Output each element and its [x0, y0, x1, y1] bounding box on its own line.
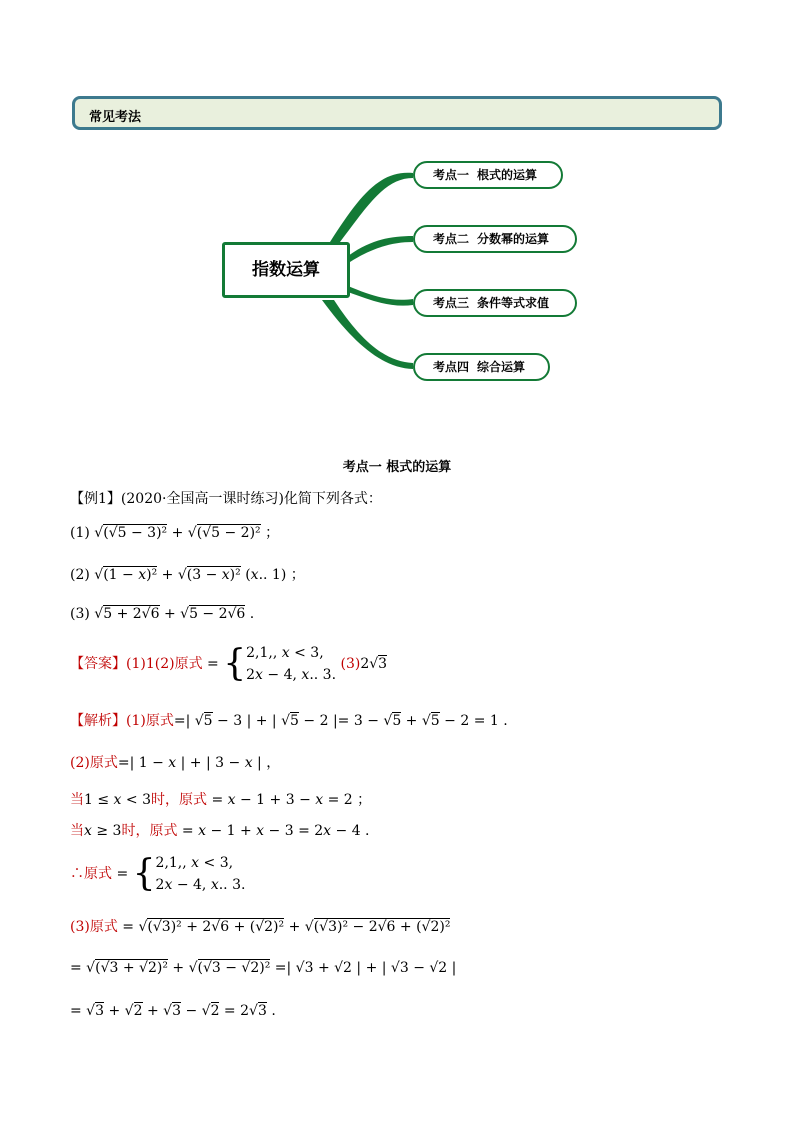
topic-number: 考点三 [433, 296, 470, 310]
part-number: (2) [70, 567, 90, 583]
topic-number: 考点四 [433, 360, 470, 374]
example-part-1 [70, 522, 279, 542]
analysis-line-3a: (3)原式 = √(√3)² + 2√6 + (√2)² + √(√3)² − 2√6 + (√2)² [70, 919, 451, 935]
analysis-line-2: (2)原式=| 1 − x | + | 3 − x | ， [70, 755, 281, 771]
part-number: (3) [70, 606, 90, 622]
example-part-3 [70, 606, 254, 622]
example-intro [70, 488, 382, 508]
analysis-line-3c: = √3 + √2 + √3 − √2 = 2√3 . [70, 1003, 276, 1019]
therefore-label: ∴原式 [70, 866, 112, 882]
mindmap-topic-4 [413, 353, 550, 381]
piecewise: {2,1,, x < 3, 2x − 4, x.. 3. [132, 853, 246, 894]
answer-line: 【答案】(1)1(2)原式 = {2,1,, x < 3, 2x − 4, x.. 3. (3)2√3 [70, 643, 388, 684]
connector-3 [348, 286, 413, 306]
connector-1 [330, 173, 413, 242]
topic-name: 根式的运算 [477, 168, 538, 182]
analysis-line-3b: = √(√3 + √2)² + √(√3 − √2)² =| √3 + √2 | + | √3 − √2 | [70, 960, 457, 976]
formula: √(1 − x)² + √(3 − x)² (x.. 1) ； [94, 567, 305, 583]
text: 时，原式 [151, 792, 207, 808]
formula: √(√5 − 3)² + √(√5 − 2)² ； [94, 525, 280, 541]
analysis-lead: (1)原式 [126, 713, 174, 729]
text: 当 [70, 823, 84, 839]
text: 时，原式 [121, 823, 178, 839]
topic-name: 条件等式求值 [477, 296, 550, 310]
topic-name: 综合运算 [477, 360, 526, 374]
section-title: 常见考法 [89, 110, 142, 125]
mindmap-topic-2 [413, 225, 577, 253]
analysis-label: 【解析】 [70, 713, 126, 729]
example-source: (2020·全国高一课时练习)化简下列各式： [120, 491, 382, 507]
analysis-case-2: 当x ≥ 3时，原式 = x − 1 + x − 3 = 2x − 4 . [70, 823, 370, 839]
part-number: (1) [70, 525, 90, 541]
analysis-lead: (3)原式 [70, 919, 118, 935]
formula: √5 + 2√6 + √5 − 2√6 . [94, 606, 255, 622]
mindmap-topic-1 [413, 161, 563, 189]
connector-2 [348, 236, 413, 262]
topic-name: 分数幂的运算 [477, 232, 550, 246]
topic-number: 考点二 [433, 232, 470, 246]
answer-label: 【答案】 [70, 656, 126, 672]
piecewise: {2,1,, x < 3, 2x − 4, x.. 3. [223, 643, 337, 684]
answer-text-3: (3) [340, 656, 361, 672]
analysis-therefore: ∴原式 = {2,1,, x < 3, 2x − 4, x.. 3. [70, 853, 246, 894]
analysis-line-1: 【解析】(1)原式=| √5 − 3 | + | √5 − 2 |= 3 − √5 + √5 − 2 = 1 . [70, 713, 508, 729]
analysis-case-1: 当1 ≤ x < 3时，原式 = x − 1 + 3 − x = 2 ； [70, 792, 372, 808]
topic-heading: 考点一 根式的运算 [342, 460, 452, 475]
example-part-2 [70, 564, 305, 584]
text: 当 [70, 792, 84, 808]
mindmap-topic-3 [413, 289, 577, 317]
answer-text: (1)1(2)原式 [126, 656, 203, 672]
example-label: 【例1】 [70, 491, 121, 507]
topic-number: 考点一 [433, 168, 470, 182]
mindmap-center-node: 指数运算 [222, 242, 350, 298]
connector-4 [322, 300, 413, 369]
analysis-lead: (2)原式 [70, 755, 118, 771]
mindmap-connectors [0, 0, 794, 420]
